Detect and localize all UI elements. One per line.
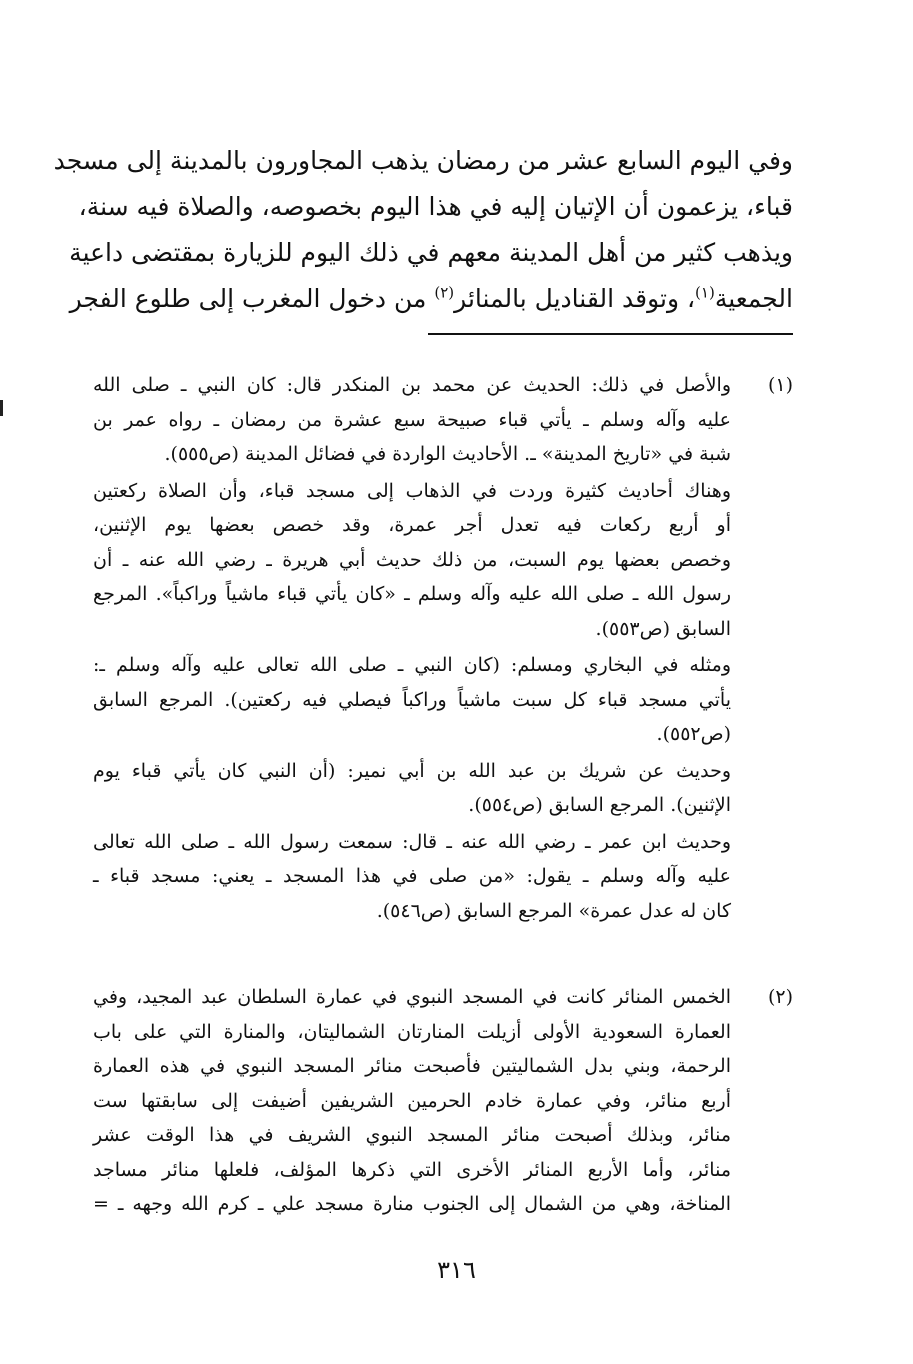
main-text-line	[69, 276, 793, 322]
footnote-line: منائر، وبذلك أصبحت منائر المسجد النبوي الشريف في هذا الوقت عشر	[93, 1124, 731, 1146]
footnote-ref-1: (١)	[695, 283, 715, 302]
main-text-line: قباء، يزعمون أن الإتيان إليه في هذا اليوم بخصوصه، والصلاة فيه سنة،	[78, 192, 793, 221]
footnote-body	[93, 368, 731, 928]
footnote-line: منائر، وأما الأربع المنائر الأخرى التي ذكرها المؤلف، فلعلها منائر مساجد	[93, 1158, 731, 1181]
footnote-separator	[428, 333, 793, 335]
footnote-ref-2: (٢)	[434, 283, 455, 302]
footnote-body	[93, 980, 731, 1222]
footnote-line: المناخة، وهي من الشمال إلى الجنوب منارة مسجد علي ـ كرم الله وجهه ـ =	[93, 1193, 731, 1215]
main-text-line: ويذهب كثير من أهل المدينة معهم في ذلك اليوم للزيارة بمقتضى داعية	[69, 238, 793, 267]
footnote-line: وخصص بعضها يوم السبت، من ذلك حديث أبي هريرة ـ رضي الله عنه ـ أن	[93, 548, 731, 571]
footnote-paragraph	[93, 474, 731, 647]
footnote-line: الخمس المنائر كانت في المسجد النبوي في عمارة السلطان عبد المجيد، وفي	[93, 986, 731, 1008]
footnote-line: كان له عدل عمرة» المرجع السابق (ص٥٤٦).	[376, 899, 731, 922]
footnote-line: الإثنين). المرجع السابق (ص٥٥٤).	[468, 794, 731, 816]
footnote-line: وهناك أحاديث كثيرة وردت في الذهاب إلى مسجد قباء، وأن الصلاة ركعتين	[93, 479, 731, 502]
main-text-segment: من دخول المغرب إلى طلوع الفجر	[69, 284, 435, 313]
footnote-line: السابق (ص٥٥٣).	[595, 617, 731, 640]
scan-edge-mark	[0, 400, 3, 416]
footnote-line: أو أربع ركعات فيه تعدل أجر عمرة، وقد خصص بعضها يوم الإثنين،	[93, 514, 731, 536]
footnote-line: الرحمة، وبني بدل الشماليتين فأصبحت منائر المسجد النبوي في هذه العمارة	[93, 1055, 731, 1077]
footnote-line: (ص٥٥٢).	[656, 723, 731, 745]
footnote-number: (٢)	[767, 986, 793, 1008]
footnote-line: والأصل في ذلك: الحديث عن محمد بن المنكدر قال: كان النبي ـ صلى الله	[93, 374, 731, 396]
footnote-line: وحديث ابن عمر ـ رضي الله عنه ـ قال: سمعت رسول الله ـ صلى الله تعالى	[93, 830, 731, 853]
footnote-paragraph	[93, 754, 731, 823]
footnote-line: وحديث عن شريك بن عبد الله بن أبي نمير: (أن النبي كان يأتي قباء يوم	[93, 759, 731, 782]
main-text-line: وفي اليوم السابع عشر من رمضان يذهب المجاورون بالمدينة إلى مسجد	[53, 146, 793, 175]
footnote-line: يأتي مسجد قباء كل سبت ماشياً وراكباً فيصلي فيه ركعتين). المرجع السابق	[93, 688, 731, 711]
footnote-paragraph	[93, 980, 731, 1222]
footnote-line: رسول الله ـ صلى الله عليه وآله وسلم ـ «كان يأتي قباء ماشياً وراكباً». المرجع	[93, 583, 731, 605]
footnote-1	[93, 368, 793, 928]
main-text-segment: الجمعية	[714, 284, 793, 313]
main-text	[53, 138, 793, 322]
footnote-line: شبة في «تاريخ المدينة» ـ. الأحاديث الواردة في فضائل المدينة (ص٥٥٥).	[164, 443, 731, 465]
footnote-line: عليه وآله وسلم ـ يقول: «من صلى في هذا المسجد ـ يعني: مسجد قباء ـ	[93, 865, 731, 887]
footnote-paragraph	[93, 648, 731, 752]
footnote-paragraph	[93, 368, 731, 472]
page-number: ٣١٦	[437, 1256, 476, 1284]
footnote-number: (١)	[767, 374, 793, 396]
main-text-segment: ، وتوقد القناديل بالمنائر	[454, 284, 696, 313]
footnote-paragraph	[93, 825, 731, 929]
footnote-line: ومثله في البخاري ومسلم: (كان النبي ـ صلى الله تعالى عليه وآله وسلم ـ:	[93, 654, 731, 676]
footnote-line: أربع منائر، وفي عمارة خادم الحرمين الشريفين أضيفت إلى سابقتها ست	[93, 1089, 731, 1112]
footnote-2	[93, 980, 793, 1222]
footnote-line: عليه وآله وسلم ـ يأتي قباء صبيحة سبع عشرة من رمضان ـ رواه عمر بن	[93, 408, 731, 431]
footnote-line: العمارة السعودية الأولى أزيلت المنارتان الشماليتان، والمنارة التي على باب	[93, 1020, 731, 1043]
